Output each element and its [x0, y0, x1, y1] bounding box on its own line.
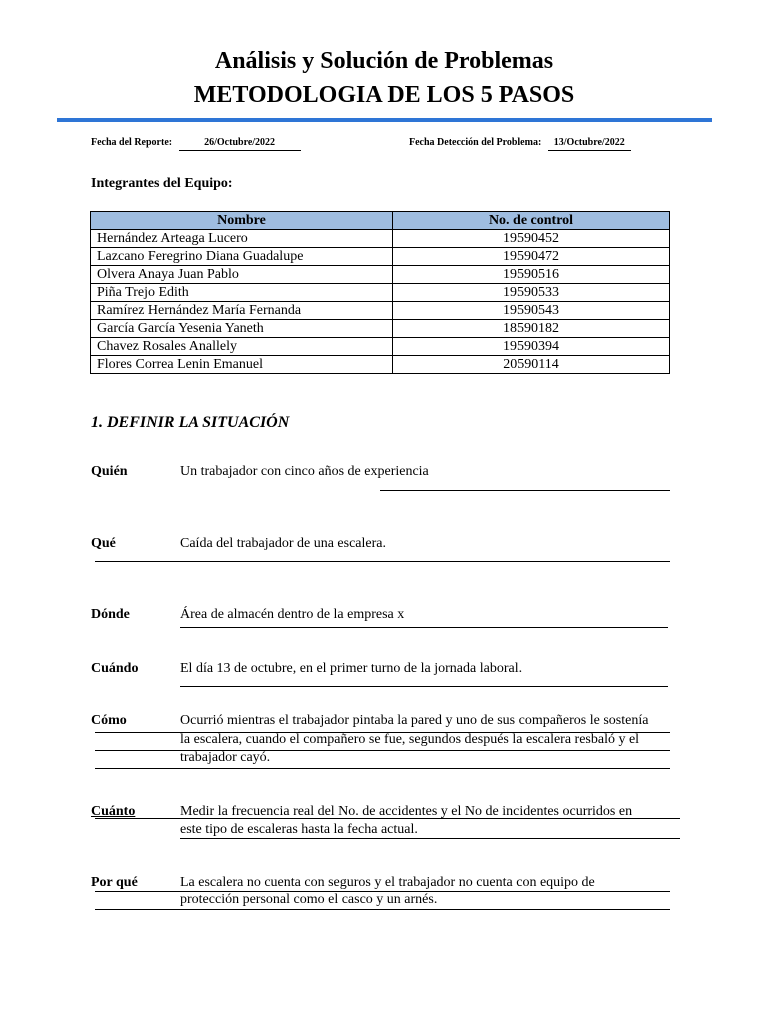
cuanto-label: Cuánto [91, 804, 136, 819]
que-label: Qué [91, 536, 116, 551]
table-row [91, 230, 670, 248]
quien-underline [380, 490, 670, 491]
member-control-number: 19590543 [393, 302, 670, 320]
member-control-number: 19590452 [393, 230, 670, 248]
como-text-line2: la escalera, cuando el compañero se fue, segundos después la escalera resbaló y el [180, 732, 640, 747]
cuanto-text-line2: este tipo de escaleras hasta la fecha actual. [180, 822, 418, 837]
document-title: Análisis y Solución de Problemas [214, 48, 554, 74]
column-header-name: Nombre [91, 212, 393, 230]
report-date-value: 26/Octubre/2022 [179, 136, 301, 151]
como-underline-3 [95, 768, 670, 769]
cuanto-underline-1 [95, 818, 680, 819]
cuando-label: Cuándo [91, 661, 139, 676]
quien-label: Quién [91, 464, 128, 479]
member-name: García García Yesenia Yaneth [91, 320, 393, 338]
que-text: Caída del trabajador de una escalera. [180, 536, 387, 551]
report-date [91, 136, 301, 151]
member-control-number: 19590516 [393, 266, 670, 284]
member-control-number: 20590114 [393, 356, 670, 374]
cuando-underline [180, 686, 668, 687]
table-header-row [91, 212, 670, 230]
section-title-define-situation: 1. DEFINIR LA SITUACIÓN [91, 414, 290, 431]
detection-date-value: 13/Octubre/2022 [548, 136, 631, 151]
member-control-number: 19590472 [393, 248, 670, 266]
table-row [91, 266, 670, 284]
cuanto-underline-2 [180, 838, 680, 839]
como-text-line3: trabajador cayó. [180, 750, 271, 765]
donde-label: Dónde [91, 607, 130, 622]
quien-text: Un trabajador con cinco años de experiencia [180, 464, 429, 479]
report-date-label: Fecha del Reporte: [91, 137, 173, 148]
porque-underline-2 [95, 909, 670, 910]
cuando-text: El día 13 de octubre, en el primer turno de la jornada laboral. [180, 661, 523, 676]
member-name: Hernández Arteaga Lucero [91, 230, 393, 248]
member-control-number: 18590182 [393, 320, 670, 338]
table-row [91, 302, 670, 320]
porque-label: Por qué [91, 875, 138, 890]
document-subtitle: METODOLOGIA DE LOS 5 PASOS [193, 82, 575, 108]
member-control-number: 19590533 [393, 284, 670, 302]
header-divider [57, 118, 712, 122]
table-row [91, 320, 670, 338]
detection-date-label: Fecha Detección del Problema: [409, 137, 542, 148]
team-table [90, 211, 670, 374]
detection-date [409, 136, 631, 151]
member-name: Piña Trejo Edith [91, 284, 393, 302]
porque-text-line2: protección personal como el casco y un arnés. [180, 892, 438, 907]
member-name: Ramírez Hernández María Fernanda [91, 302, 393, 320]
que-underline [95, 561, 670, 562]
como-label: Cómo [91, 713, 127, 728]
donde-text: Área de almacén dentro de la empresa x [180, 607, 405, 622]
column-header-control: No. de control [393, 212, 670, 230]
member-name: Flores Correa Lenin Emanuel [91, 356, 393, 374]
team-label: Integrantes del Equipo: [91, 176, 233, 191]
como-text-line1: Ocurrió mientras el trabajador pintaba la pared y uno de sus compañeros le sostenía [180, 713, 649, 728]
member-name: Chavez Rosales Anallely [91, 338, 393, 356]
cuanto-text-line1: Medir la frecuencia real del No. de accidentes y el No de incidentes ocurridos en [180, 804, 633, 819]
member-control-number: 19590394 [393, 338, 670, 356]
table-row [91, 356, 670, 374]
table-row [91, 338, 670, 356]
donde-underline [180, 627, 668, 628]
table-row [91, 248, 670, 266]
table-row [91, 284, 670, 302]
member-name: Lazcano Feregrino Diana Guadalupe [91, 248, 393, 266]
member-name: Olvera Anaya Juan Pablo [91, 266, 393, 284]
porque-text-line1: La escalera no cuenta con seguros y el trabajador no cuenta con equipo de [180, 875, 595, 890]
